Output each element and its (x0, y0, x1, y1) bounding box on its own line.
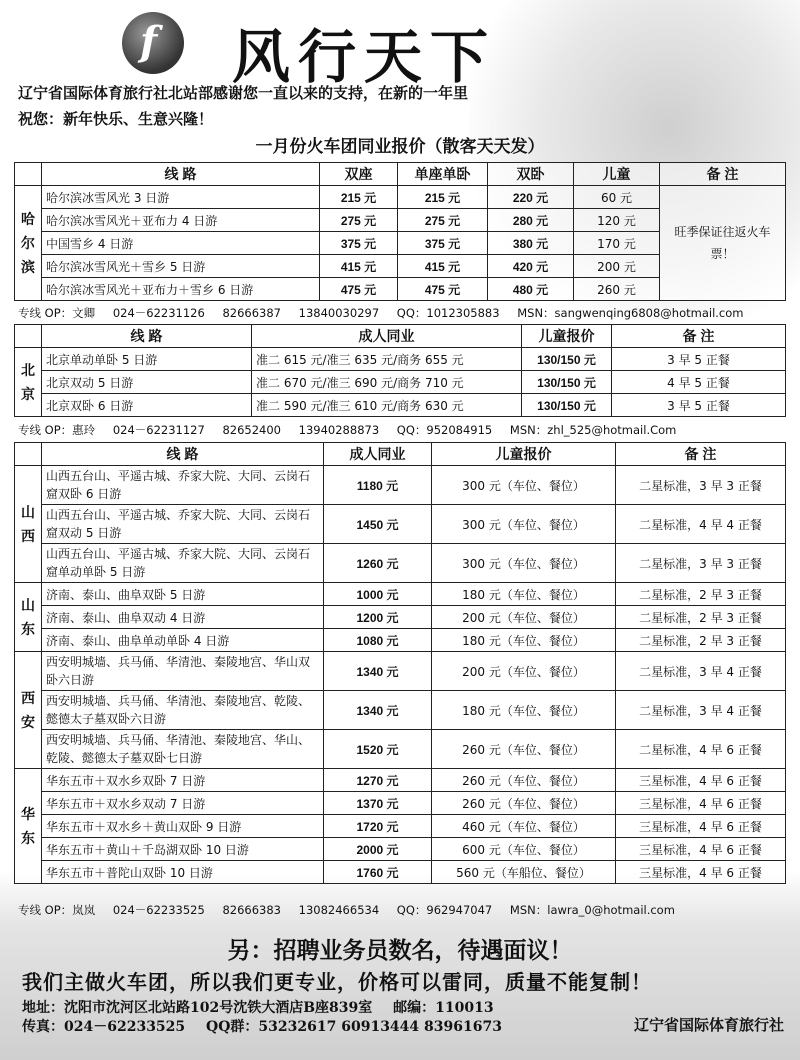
route-name: 北京双卧 6 日游 (42, 394, 252, 417)
remark-cell: 二星标准，2 早 3 正餐 (616, 629, 786, 652)
adult-price: 1080 元 (324, 629, 432, 652)
contact-phone: 024－62231127 (112, 423, 205, 437)
region-label: 山西 (15, 466, 42, 583)
region-label: 西安 (15, 652, 42, 769)
child-price: 260 元（车位、餐位） (432, 769, 616, 792)
remark-cell: 4 早 5 正餐 (612, 371, 786, 394)
contact-op: 专线 OP：文卿 (18, 306, 96, 320)
routes-contact (18, 902, 788, 918)
remark-cell: 三星标准，4 早 6 正餐 (616, 861, 786, 884)
contact-phone: 13940288873 (298, 423, 380, 437)
price-cell: 480 元 (488, 278, 574, 301)
table-row (15, 466, 786, 505)
route-name: 哈尔滨冰雪风光 3 日游 (42, 186, 320, 209)
child-price: 130/150 元 (522, 371, 612, 394)
beijing-contact (18, 422, 788, 438)
route-name: 西安明城墙、兵马俑、华清池、秦陵地宫、华山、乾陵、懿德太子墓双卧七日游 (42, 730, 324, 769)
route-name: 中国雪乡 4 日游 (42, 232, 320, 255)
contact-phone: 82666387 (222, 306, 281, 320)
remark-cell: 二星标准，3 早 4 正餐 (616, 652, 786, 691)
route-name: 华东五市＋黄山＋千岛湖双卧 10 日游 (42, 838, 324, 861)
route-name: 山西五台山、平遥古城、乔家大院、大同、云岗石窟双卧 6 日游 (42, 466, 324, 505)
remark-cell: 三星标准，4 早 6 正餐 (616, 792, 786, 815)
remark-cell: 三星标准，4 早 6 正餐 (616, 815, 786, 838)
price-cell: 280 元 (488, 209, 574, 232)
remark-cell: 二星标准，2 早 3 正餐 (616, 606, 786, 629)
child-price: 130/150 元 (522, 348, 612, 371)
table-row (15, 348, 786, 371)
remark-cell: 二星标准，3 早 3 正餐 (616, 544, 786, 583)
header (0, 0, 800, 91)
route-name: 哈尔滨冰雪风光＋亚布力＋雪乡 6 日游 (42, 278, 320, 301)
adult-price: 准二 615 元/准三 635 元/商务 655 元 (252, 348, 522, 371)
col-header: 备 注 (612, 325, 786, 348)
price-cell: 375 元 (398, 232, 488, 255)
table-row (15, 792, 786, 815)
adult-price: 准二 590 元/准三 610 元/商务 630 元 (252, 394, 522, 417)
postcode: 邮编：110013 (393, 1000, 494, 1016)
remark-cell: 二星标准，4 早 6 正餐 (616, 730, 786, 769)
region-label: 山东 (15, 583, 42, 652)
page-title: 风行天下 (232, 23, 497, 91)
thanks-line-1: 辽宁省国际体育旅行社北站部感谢您一直以来的支持，在新的一年里 (18, 84, 469, 102)
route-name: 华东五市＋双水乡＋黄山双卧 9 日游 (42, 815, 324, 838)
col-header: 双座 (320, 163, 398, 186)
contact-msn: MSN：zhl_525@hotmail.Com (509, 423, 677, 437)
route-name: 华东五市＋普陀山双卧 10 日游 (42, 861, 324, 884)
routes-header-row (15, 443, 786, 466)
price-cell: 260 元 (574, 278, 660, 301)
contact-qq: QQ：1012305883 (396, 306, 500, 320)
table-row (15, 371, 786, 394)
route-name: 哈尔滨冰雪风光＋亚布力 4 日游 (42, 209, 320, 232)
price-cell: 380 元 (488, 232, 574, 255)
contact-msn: MSN：sangwenqing6808@hotmail.com (517, 306, 744, 320)
route-name: 山西五台山、平遥古城、乔家大院、大同、云岗石窟单动单卧 5 日游 (42, 544, 324, 583)
price-cell: 170 元 (574, 232, 660, 255)
remark-cell: 二星标准，2 早 3 正餐 (616, 583, 786, 606)
region-cell (15, 443, 42, 466)
remark-cell: 3 早 5 正餐 (612, 348, 786, 371)
col-header: 儿童报价 (522, 325, 612, 348)
harbin-header-row (15, 163, 786, 186)
contact-op: 专线 OP：岚岚 (18, 903, 96, 917)
slogan: 我们主做火车团，所以我们更专业，价格可以雷同，质量不能复制！ (22, 972, 652, 994)
company-name: 辽宁省国际体育旅行社 (633, 1017, 784, 1034)
route-name: 济南、泰山、曲阜单动单卧 4 日游 (42, 629, 324, 652)
table-row (15, 769, 786, 792)
price-cell: 220 元 (488, 186, 574, 209)
remark-cell: 三星标准，4 早 6 正餐 (616, 769, 786, 792)
contact-phone: 13082466534 (298, 903, 380, 917)
col-header: 线 路 (42, 325, 252, 348)
col-header: 备 注 (616, 443, 786, 466)
qq-group: QQ群：53232617 60913444 83961673 (206, 1019, 502, 1035)
child-price: 300 元（车位、餐位） (432, 505, 616, 544)
col-header: 成人同业 (324, 443, 432, 466)
price-cell: 60 元 (574, 186, 660, 209)
harbin-contact (18, 305, 788, 321)
child-price: 200 元（车位、餐位） (432, 652, 616, 691)
table-row (15, 838, 786, 861)
price-cell: 475 元 (320, 278, 398, 301)
col-header: 双卧 (488, 163, 574, 186)
route-name: 北京双动 5 日游 (42, 371, 252, 394)
contact-msn: MSN：lawra_0@hotmail.com (509, 903, 675, 917)
region-label: 北京 (15, 348, 42, 417)
fax-line (22, 1016, 518, 1036)
contact-op: 专线 OP：惠玲 (18, 423, 96, 437)
col-header: 成人同业 (252, 325, 522, 348)
adult-price: 准二 670 元/准三 690 元/商务 710 元 (252, 371, 522, 394)
region-cell (15, 163, 42, 186)
contact-phone: 82652400 (222, 423, 281, 437)
child-price: 260 元（车位、餐位） (432, 792, 616, 815)
col-header: 单座单卧 (398, 163, 488, 186)
contact-phone: 024－62231126 (112, 306, 205, 320)
price-cell: 200 元 (574, 255, 660, 278)
price-cell: 475 元 (398, 278, 488, 301)
table-row (15, 505, 786, 544)
table-row (15, 606, 786, 629)
fax: 传真：024－62233525 (22, 1019, 186, 1035)
route-name: 山西五台山、平遥古城、乔家大院、大同、云岗石窟双动 5 日游 (42, 505, 324, 544)
child-price: 300 元（车位、餐位） (432, 544, 616, 583)
address-line (22, 997, 510, 1017)
adult-price: 1260 元 (324, 544, 432, 583)
remark-cell: 二星标准，4 早 4 正餐 (616, 505, 786, 544)
adult-price: 1720 元 (324, 815, 432, 838)
thanks-text (18, 80, 788, 132)
route-name: 华东五市＋双水乡双动 7 日游 (42, 792, 324, 815)
route-name: 北京单动单卧 5 日游 (42, 348, 252, 371)
contact-phone: 024－62233525 (112, 903, 205, 917)
remark-cell: 3 早 5 正餐 (612, 394, 786, 417)
child-price: 180 元（车位、餐位） (432, 691, 616, 730)
child-price: 130/150 元 (522, 394, 612, 417)
table-row (15, 691, 786, 730)
subtitle: 一月份火车团同业报价（散客天天发） (255, 137, 545, 156)
col-header: 儿童报价 (432, 443, 616, 466)
route-name: 西安明城墙、兵马俑、华清池、秦陵地宫、乾陵、懿德太子墓双卧六日游 (42, 691, 324, 730)
address: 地址：沈阳市沈河区北站路102号沈铁大酒店B座839室 (22, 1000, 373, 1016)
price-cell: 120 元 (574, 209, 660, 232)
contact-qq: QQ：962947047 (396, 903, 493, 917)
price-cell: 420 元 (488, 255, 574, 278)
adult-price: 1340 元 (324, 691, 432, 730)
table-row (15, 583, 786, 606)
thanks-line-2: 祝您：新年快乐、生意兴隆！ (18, 110, 214, 128)
price-cell: 375 元 (320, 232, 398, 255)
adult-price: 1520 元 (324, 730, 432, 769)
child-price: 180 元（车位、餐位） (432, 583, 616, 606)
region-label: 哈尔滨 (15, 186, 42, 301)
route-name: 济南、泰山、曲阜双动 4 日游 (42, 606, 324, 629)
routes-table (14, 442, 786, 884)
remark-cell: 二星标准，3 早 4 正餐 (616, 691, 786, 730)
brand-logo-icon (122, 12, 184, 74)
table-row (15, 186, 786, 209)
adult-price: 1340 元 (324, 652, 432, 691)
remark-cell: 旺季保证往返火车票！ (660, 186, 786, 301)
adult-price: 1370 元 (324, 792, 432, 815)
price-cell: 215 元 (320, 186, 398, 209)
region-cell (15, 325, 42, 348)
beijing-table (14, 324, 786, 417)
recruit-notice: 另：招聘业务员数名，待遇面议！ (227, 937, 573, 963)
table-row (15, 629, 786, 652)
price-cell: 415 元 (320, 255, 398, 278)
child-price: 300 元（车位、餐位） (432, 466, 616, 505)
child-price: 180 元（车位、餐位） (432, 629, 616, 652)
logo-letter: f (140, 18, 158, 65)
table-row (15, 730, 786, 769)
table-row (15, 815, 786, 838)
adult-price: 1000 元 (324, 583, 432, 606)
col-header: 儿童 (574, 163, 660, 186)
adult-price: 1760 元 (324, 861, 432, 884)
region-label: 华东 (15, 769, 42, 884)
child-price: 560 元（车船位、餐位） (432, 861, 616, 884)
price-cell: 275 元 (320, 209, 398, 232)
price-cell: 275 元 (398, 209, 488, 232)
contact-phone: 82666383 (222, 903, 281, 917)
contact-phone: 13840030297 (298, 306, 380, 320)
child-price: 460 元（车位、餐位） (432, 815, 616, 838)
route-name: 西安明城墙、兵马俑、华清池、秦陵地宫、华山双卧六日游 (42, 652, 324, 691)
table-row (15, 861, 786, 884)
adult-price: 1450 元 (324, 505, 432, 544)
beijing-header-row (15, 325, 786, 348)
route-name: 济南、泰山、曲阜双卧 5 日游 (42, 583, 324, 606)
table-row (15, 544, 786, 583)
adult-price: 1200 元 (324, 606, 432, 629)
adult-price: 1270 元 (324, 769, 432, 792)
col-header: 线 路 (42, 443, 324, 466)
remark-cell: 三星标准，4 早 6 正餐 (616, 838, 786, 861)
remark-cell: 二星标准，3 早 3 正餐 (616, 466, 786, 505)
table-row (15, 652, 786, 691)
col-header: 线 路 (42, 163, 320, 186)
adult-price: 2000 元 (324, 838, 432, 861)
price-cell: 215 元 (398, 186, 488, 209)
child-price: 600 元（车位、餐位） (432, 838, 616, 861)
contact-qq: QQ：952084915 (396, 423, 493, 437)
harbin-table (14, 162, 786, 301)
child-price: 260 元（车位、餐位） (432, 730, 616, 769)
route-name: 哈尔滨冰雪风光＋雪乡 5 日游 (42, 255, 320, 278)
table-row (15, 394, 786, 417)
child-price: 200 元（车位、餐位） (432, 606, 616, 629)
route-name: 华东五市＋双水乡双卧 7 日游 (42, 769, 324, 792)
adult-price: 1180 元 (324, 466, 432, 505)
price-cell: 415 元 (398, 255, 488, 278)
col-header: 备 注 (660, 163, 786, 186)
